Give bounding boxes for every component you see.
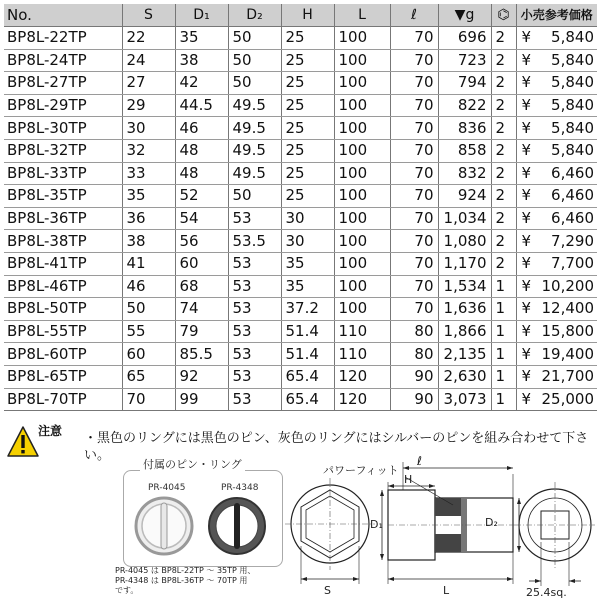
cell-h: 35 [281, 275, 334, 298]
cell-s: 35 [122, 185, 175, 208]
cell-d2: 53 [228, 388, 281, 411]
spec-table [4, 4, 597, 411]
cell-s: 46 [122, 275, 175, 298]
cell-weight: 832 [438, 162, 491, 185]
price-value: 21,700 [541, 367, 594, 386]
cell-d1: 68 [175, 275, 228, 298]
rear-view [515, 482, 595, 598]
cell-weight: 2,630 [438, 365, 491, 388]
yen-symbol: ¥ [521, 231, 532, 250]
cell-weight: 723 [438, 49, 491, 72]
cell-h: 51.4 [281, 343, 334, 366]
cell-no: BP8L-41TP [4, 252, 122, 275]
cell-no: BP8L-32TP [4, 139, 122, 162]
price-value: 5,840 [551, 118, 594, 137]
cell-s: 32 [122, 139, 175, 162]
cell-weight: 2,135 [438, 343, 491, 366]
cell-qty: 2 [491, 94, 516, 117]
cell-s: 70 [122, 388, 175, 411]
header-package-icon: ⌬ [491, 4, 516, 27]
cell-qty: 2 [491, 252, 516, 275]
cell-ell: 70 [390, 72, 438, 95]
cell-no: BP8L-29TP [4, 94, 122, 117]
cell-no: BP8L-27TP [4, 72, 122, 95]
pin-label-left: PR-4045 [148, 483, 186, 493]
cell-no: BP8L-38TP [4, 230, 122, 253]
cell-ell: 80 [390, 320, 438, 343]
table-row [4, 49, 597, 72]
cell-weight: 858 [438, 139, 491, 162]
pin-note [115, 566, 295, 596]
cell-d2: 49.5 [228, 162, 281, 185]
cell-ell: 70 [390, 185, 438, 208]
price-value: 5,840 [551, 141, 594, 160]
cell-d1: 54 [175, 207, 228, 230]
cell-l: 100 [334, 298, 390, 321]
cell-h: 25 [281, 27, 334, 50]
yen-symbol: ¥ [521, 344, 532, 363]
cell-s: 29 [122, 94, 175, 117]
cell-price [516, 343, 597, 366]
header-ell: ℓ [390, 4, 438, 27]
cell-qty: 2 [491, 49, 516, 72]
header-price: 小売参考価格 [516, 4, 597, 27]
price-value: 25,000 [541, 389, 594, 408]
warning-triangle-icon [6, 425, 40, 459]
cell-ell: 70 [390, 117, 438, 140]
label-s: S [324, 584, 331, 597]
cell-l: 100 [334, 72, 390, 95]
cell-d2: 53 [228, 252, 281, 275]
table-row [4, 298, 597, 321]
cell-price [516, 230, 597, 253]
price-value: 5,840 [551, 28, 594, 47]
table-row [4, 117, 597, 140]
cell-ell: 70 [390, 207, 438, 230]
yen-symbol: ¥ [521, 389, 532, 408]
yen-symbol: ¥ [521, 118, 532, 137]
cell-no: BP8L-60TP [4, 343, 122, 366]
yen-symbol: ¥ [521, 299, 532, 318]
cell-ell: 70 [390, 139, 438, 162]
table-row [4, 388, 597, 411]
cell-ell: 70 [390, 275, 438, 298]
cell-d2: 50 [228, 185, 281, 208]
label-d1: D₁ [370, 518, 383, 531]
yen-symbol: ¥ [521, 209, 532, 228]
label-square: 25.4sq. [526, 586, 567, 598]
yen-symbol: ¥ [521, 367, 532, 386]
yen-symbol: ¥ [521, 28, 532, 47]
table-row [4, 275, 597, 298]
cell-price [516, 139, 597, 162]
cell-d2: 53 [228, 275, 281, 298]
cell-ell: 90 [390, 388, 438, 411]
price-value: 12,400 [541, 299, 594, 318]
cell-h: 30 [281, 230, 334, 253]
cell-d2: 50 [228, 72, 281, 95]
cell-l: 110 [334, 343, 390, 366]
cell-qty: 2 [491, 207, 516, 230]
cell-d2: 53 [228, 298, 281, 321]
price-value: 5,840 [551, 73, 594, 92]
cell-price [516, 162, 597, 185]
cell-weight: 822 [438, 94, 491, 117]
cell-weight: 1,080 [438, 230, 491, 253]
header-d1: D₁ [175, 4, 228, 27]
price-value: 5,840 [551, 96, 594, 115]
cell-ell: 70 [390, 162, 438, 185]
table-row [4, 185, 597, 208]
cell-s: 41 [122, 252, 175, 275]
cell-l: 120 [334, 365, 390, 388]
table-row [4, 162, 597, 185]
cell-l: 100 [334, 252, 390, 275]
cell-d1: 99 [175, 388, 228, 411]
cell-d1: 42 [175, 72, 228, 95]
cell-s: 65 [122, 365, 175, 388]
cell-d1: 74 [175, 298, 228, 321]
cell-d2: 53 [228, 207, 281, 230]
cell-s: 22 [122, 27, 175, 50]
cell-d1: 46 [175, 117, 228, 140]
caution-text: ・黒色のリングには黒色のピン、灰色のリングにはシルバーのピンを組み合わせて下さい。 [84, 431, 589, 463]
cell-price [516, 252, 597, 275]
price-value: 15,800 [541, 322, 594, 341]
cell-l: 100 [334, 185, 390, 208]
cell-price [516, 298, 597, 321]
cell-d1: 56 [175, 230, 228, 253]
cell-d1: 38 [175, 49, 228, 72]
cell-price [516, 72, 597, 95]
cell-weight: 924 [438, 185, 491, 208]
pin-note-line-1: PR-4045 は BP8L-22TP ～ 35TP 用、 [115, 566, 256, 575]
cell-s: 60 [122, 343, 175, 366]
cell-no: BP8L-65TP [4, 365, 122, 388]
header-s: S [122, 4, 175, 27]
cell-l: 100 [334, 162, 390, 185]
cell-l: 100 [334, 117, 390, 140]
cell-l: 100 [334, 230, 390, 253]
cell-h: 30 [281, 207, 334, 230]
cell-weight: 1,034 [438, 207, 491, 230]
cell-h: 65.4 [281, 365, 334, 388]
cell-no: BP8L-70TP [4, 388, 122, 411]
cell-weight: 1,534 [438, 275, 491, 298]
table-row [4, 94, 597, 117]
cell-price [516, 207, 597, 230]
yen-symbol: ¥ [521, 186, 532, 205]
yen-symbol: ¥ [521, 96, 532, 115]
header-d2: D₂ [228, 4, 281, 27]
cell-no: BP8L-22TP [4, 27, 122, 50]
table-row [4, 27, 597, 50]
cell-l: 100 [334, 139, 390, 162]
cell-h: 25 [281, 162, 334, 185]
cell-qty: 2 [491, 185, 516, 208]
table-row [4, 343, 597, 366]
cell-weight: 794 [438, 72, 491, 95]
cell-d2: 53.5 [228, 230, 281, 253]
cell-d1: 52 [175, 185, 228, 208]
cell-h: 37.2 [281, 298, 334, 321]
price-value: 7,700 [551, 254, 594, 273]
cell-l: 110 [334, 320, 390, 343]
cell-l: 120 [334, 388, 390, 411]
cell-price [516, 275, 597, 298]
cell-no: BP8L-24TP [4, 49, 122, 72]
yen-symbol: ¥ [521, 322, 532, 341]
cell-price [516, 27, 597, 50]
label-ell: ℓ [417, 456, 422, 468]
cell-h: 25 [281, 49, 334, 72]
cell-d1: 48 [175, 162, 228, 185]
label-l: L [443, 584, 450, 597]
front-view [285, 478, 375, 597]
cell-d1: 35 [175, 27, 228, 50]
cell-s: 55 [122, 320, 175, 343]
cell-price [516, 185, 597, 208]
cell-price [516, 49, 597, 72]
cell-h: 51.4 [281, 320, 334, 343]
yen-symbol: ¥ [521, 50, 532, 69]
price-value: 7,290 [551, 231, 594, 250]
table-header-row [4, 4, 597, 27]
header-no: No. [4, 4, 122, 27]
label-h: H [404, 473, 413, 486]
table-row [4, 72, 597, 95]
cell-d2: 50 [228, 27, 281, 50]
header-weight: ▼g [438, 4, 491, 27]
yen-symbol: ¥ [521, 254, 532, 273]
cell-qty: 2 [491, 230, 516, 253]
cell-ell: 90 [390, 365, 438, 388]
cell-h: 25 [281, 139, 334, 162]
pin-ring-box [123, 470, 283, 567]
cell-qty: 2 [491, 139, 516, 162]
cell-h: 25 [281, 72, 334, 95]
cell-ell: 70 [390, 49, 438, 72]
cell-h: 65.4 [281, 388, 334, 411]
cell-ell: 70 [390, 298, 438, 321]
cell-qty: 1 [491, 388, 516, 411]
cell-h: 25 [281, 185, 334, 208]
cell-d2: 49.5 [228, 117, 281, 140]
cell-weight: 696 [438, 27, 491, 50]
price-value: 5,840 [551, 50, 594, 69]
cell-ell: 70 [390, 27, 438, 50]
label-d2: D₂ [485, 516, 498, 529]
cell-qty: 1 [491, 275, 516, 298]
pin-label-right: PR-4348 [221, 483, 259, 493]
pin-box-title: 付属のピン・リング [140, 456, 245, 472]
cell-ell: 70 [390, 230, 438, 253]
cell-s: 27 [122, 72, 175, 95]
price-value: 6,460 [551, 186, 594, 205]
table-row [4, 252, 597, 275]
header-l: L [334, 4, 390, 27]
cell-d2: 49.5 [228, 94, 281, 117]
cell-s: 36 [122, 207, 175, 230]
cell-d1: 48 [175, 139, 228, 162]
table-row [4, 230, 597, 253]
cell-price [516, 320, 597, 343]
cell-price [516, 388, 597, 411]
price-value: 6,460 [551, 209, 594, 228]
cell-d1: 60 [175, 252, 228, 275]
price-value: 10,200 [541, 276, 594, 295]
cell-l: 100 [334, 207, 390, 230]
cell-no: BP8L-50TP [4, 298, 122, 321]
cell-l: 100 [334, 27, 390, 50]
cell-l: 100 [334, 94, 390, 117]
cell-no: BP8L-33TP [4, 162, 122, 185]
cell-price [516, 94, 597, 117]
cell-qty: 1 [491, 320, 516, 343]
cell-s: 50 [122, 298, 175, 321]
cell-qty: 1 [491, 365, 516, 388]
cell-qty: 2 [491, 162, 516, 185]
cell-l: 100 [334, 49, 390, 72]
table-row [4, 139, 597, 162]
price-value: 6,460 [551, 163, 594, 182]
cell-d2: 50 [228, 49, 281, 72]
cell-qty: 2 [491, 72, 516, 95]
yen-symbol: ¥ [521, 276, 532, 295]
cell-s: 33 [122, 162, 175, 185]
cell-qty: 1 [491, 298, 516, 321]
cell-ell: 70 [390, 94, 438, 117]
cell-d2: 49.5 [228, 139, 281, 162]
cell-price [516, 117, 597, 140]
cell-s: 30 [122, 117, 175, 140]
pin-note-line-3: です。 [115, 586, 139, 595]
cell-d2: 53 [228, 365, 281, 388]
cell-h: 35 [281, 252, 334, 275]
pin-note-line-2: PR-4348 は BP8L-36TP ～ 70TP 用 [115, 576, 248, 585]
cell-weight: 3,073 [438, 388, 491, 411]
cell-no: BP8L-46TP [4, 275, 122, 298]
cell-qty: 2 [491, 27, 516, 50]
cell-s: 38 [122, 230, 175, 253]
yen-symbol: ¥ [521, 73, 532, 92]
cell-s: 24 [122, 49, 175, 72]
socket-drawing [285, 456, 597, 598]
cell-qty: 2 [491, 117, 516, 140]
cell-ell: 70 [390, 252, 438, 275]
table-row [4, 207, 597, 230]
cell-l: 100 [334, 275, 390, 298]
header-h: H [281, 4, 334, 27]
cell-weight: 836 [438, 117, 491, 140]
cell-d1: 92 [175, 365, 228, 388]
price-value: 19,400 [541, 344, 594, 363]
cell-no: BP8L-30TP [4, 117, 122, 140]
yen-symbol: ¥ [521, 141, 532, 160]
cell-d1: 79 [175, 320, 228, 343]
cell-ell: 80 [390, 343, 438, 366]
table-row [4, 320, 597, 343]
cell-h: 25 [281, 117, 334, 140]
power-fit-label: パワーフィット [323, 464, 399, 477]
caution-title: 注意 [38, 424, 63, 438]
cell-price [516, 365, 597, 388]
yen-symbol: ¥ [521, 163, 532, 182]
cell-no: BP8L-35TP [4, 185, 122, 208]
cell-weight: 1,170 [438, 252, 491, 275]
cell-d2: 53 [228, 343, 281, 366]
cell-d2: 53 [228, 320, 281, 343]
cell-d1: 44.5 [175, 94, 228, 117]
table-row [4, 365, 597, 388]
cell-h: 25 [281, 94, 334, 117]
cell-no: BP8L-36TP [4, 207, 122, 230]
cell-weight: 1,866 [438, 320, 491, 343]
cell-d1: 85.5 [175, 343, 228, 366]
cell-no: BP8L-55TP [4, 320, 122, 343]
cell-weight: 1,636 [438, 298, 491, 321]
cell-qty: 1 [491, 343, 516, 366]
